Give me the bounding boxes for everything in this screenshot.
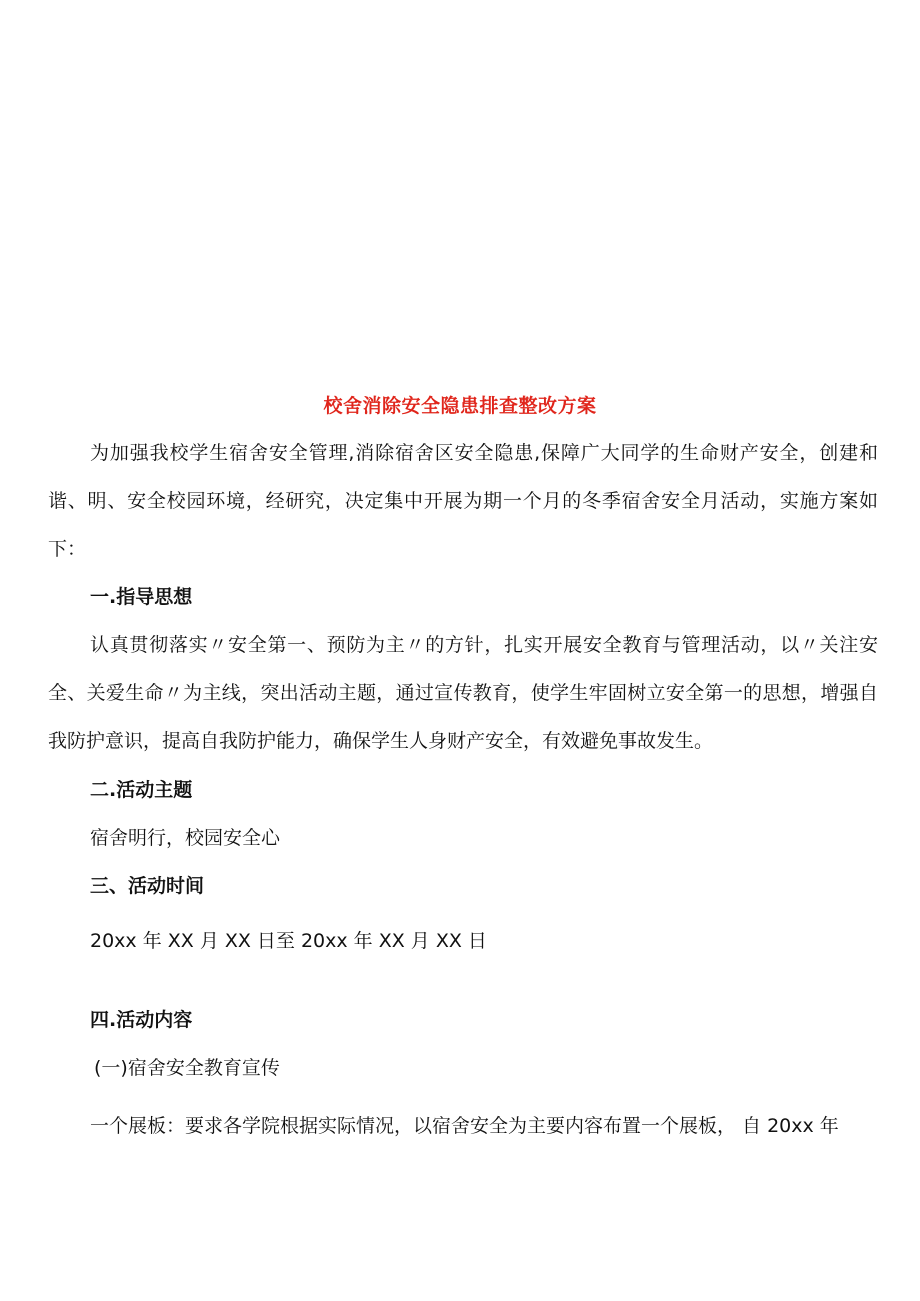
- activity-time-text: 20xx 年 XX 月 XX 日至 20xx 年 XX 月 XX 日: [90, 930, 487, 952]
- section-heading-activity-theme: 二.活动主题: [90, 779, 193, 801]
- intro-paragraph: 为加强我校学生宿舍安全管理,消除宿舍区安全隐患,保障广大同学的生命财产安全，创建和谐、明、安全校园环境，经研究，决定集中开展为期一个月的冬季宿舍安全月活动，实施方案如下：: [48, 442, 878, 560]
- activity-theme-text: 宿舍明行，校园安全心: [90, 827, 281, 849]
- guiding-ideology-paragraph: 认真贯彻落实〃安全第一、预防为主〃的方针，扎实开展安全教育与管理活动，以〃关注安全、关爱生命〃为主线，突出活动主题，通过宣传教育，使学生牢固树立安全第一的思想，增强自我防护意识，提高自我防护能力，确保学生人身财产安全，有效避免事故发生。: [48, 634, 878, 752]
- subsection-heading-safety-education: (一)宿舍安全教育宣传: [94, 1057, 280, 1079]
- section-heading-activity-time: 三、活动时间: [90, 875, 205, 897]
- display-board-text: 一个展板：要求各学院根据实际情况，以宿舍安全为主要内容布置一个展板， 自 20xx 年: [90, 1115, 839, 1137]
- document-title: 校舍消除安全隐患排查整改方案: [323, 395, 597, 417]
- section-heading-activity-content: 四.活动内容: [90, 1009, 193, 1031]
- section-heading-guiding-ideology: 一.指导思想: [90, 586, 193, 608]
